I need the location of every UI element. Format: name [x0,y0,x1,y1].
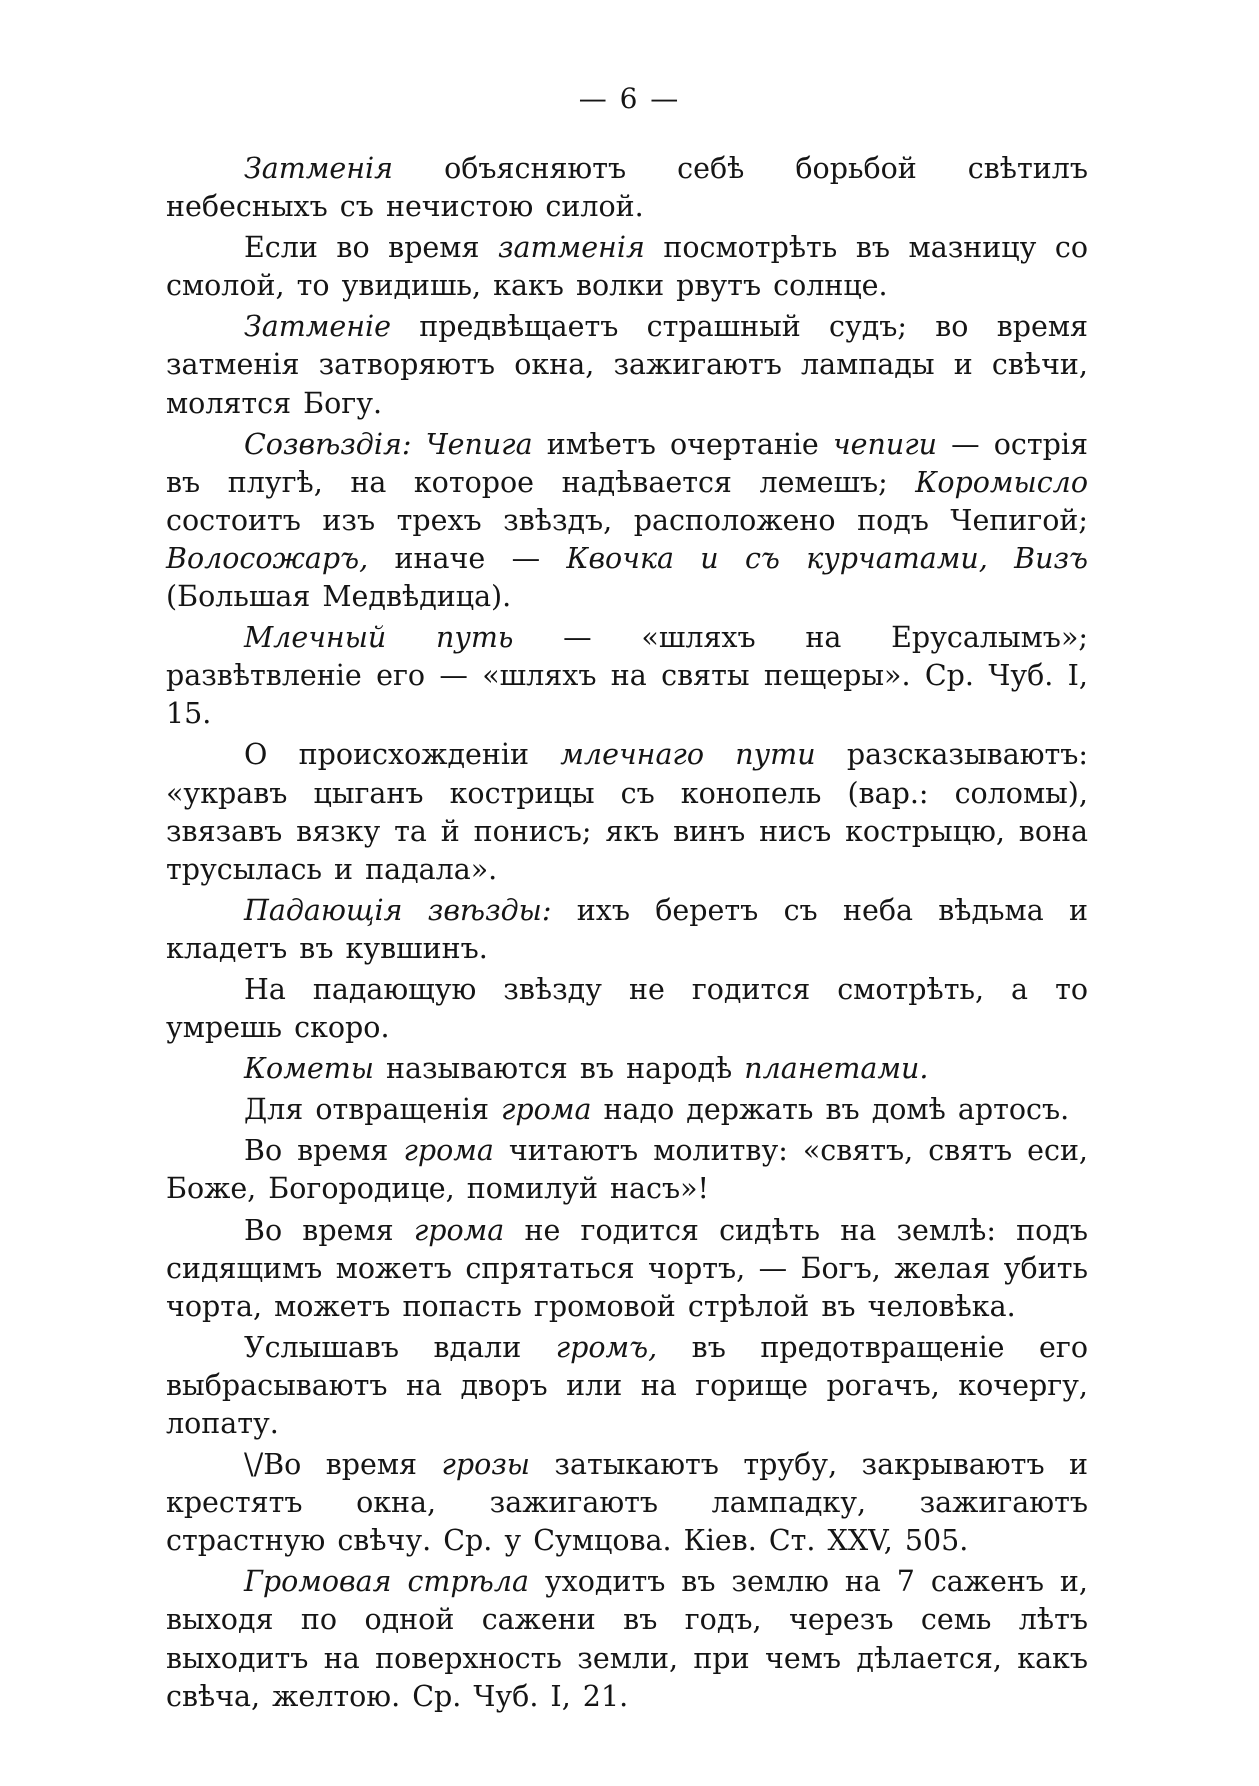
italic-term: Громовая стрѣла [244,1565,529,1599]
text-run: иначе — [368,541,567,575]
italic-term: грозы [441,1448,531,1482]
text-run: объясняютъ себѣ борьбой свѣтилъ небесныхъ съ нечистою силой. [166,152,1088,224]
paragraph [166,308,1088,422]
paragraph [166,1132,1088,1208]
text-run: Если во время [244,231,498,265]
paragraph [166,971,1088,1047]
paragraph [166,1329,1088,1443]
italic-term: Квочка и съ курчатами, Визъ [566,541,1088,575]
text-run: ихъ беретъ съ неба вѣдьма и кладетъ въ кувшинъ. [166,893,1089,965]
text-run: (Большая Медвѣдица). [166,580,512,614]
italic-term: грома [403,1134,494,1168]
text-run: Для отвращенія [244,1093,502,1127]
text-run: посмотрѣть въ мазницу со смолой, то увидишь, какъ волки рвутъ солнце. [166,231,1088,303]
text-run: предвѣщаетъ страшный судъ; во время затменія затворяютъ окна, зажигаютъ лампады и свѣчи, молятся Богу. [166,310,1088,420]
paragraph [166,736,1088,888]
paragraph [166,1212,1088,1326]
text-run: имѣетъ очертаніе [532,427,833,461]
text-run: затыкаютъ трубу, закрываютъ и крестятъ окна, зажигаютъ лампадку, зажигаютъ страстную свѣчу. Ср. у Сумцова. Кіев. Ст. XXV, 505. [166,1448,1088,1558]
italic-term: громъ, [555,1330,658,1364]
text-run: въ предотвращеніе его выбрасываютъ на дворъ или на горище рогачъ, кочергу, лопату. [166,1330,1088,1440]
text-run: называются въ народѣ [373,1052,745,1086]
italic-term: Затменія [244,152,394,185]
italic-term: Коромысло [915,465,1088,499]
italic-term: Волосожаръ, [166,541,369,575]
text-run: Во время [244,1134,404,1168]
italic-term: Млечный путь [244,621,514,655]
body-text [166,150,1088,1716]
text-run: уходитъ въ землю на 7 саженъ и, выходя по одной сажени въ годъ, черезъ семь лѣтъ выходитъ на поверхность земли, при чемъ дѣлается, какъ свѣча, желтою. Ср. Чуб. I, 21. [166,1565,1088,1713]
text-run: надо держать въ домѣ артосъ. [591,1093,1070,1127]
paragraph [166,229,1088,305]
italic-term: грома [501,1093,592,1127]
text-run: О происхожденіи [244,738,561,772]
italic-term: Падающія звѣзды: [244,893,552,927]
paragraph [166,1091,1088,1129]
italic-term: млечнаго пути [560,738,816,772]
paragraph [166,892,1088,968]
text-run: На падающую звѣзду не годится смотрѣть, а то умрешь скоро. [166,972,1088,1045]
italic-term: затменія [498,231,645,265]
italic-term: Кометы [244,1052,374,1086]
text-run: состоитъ изъ трехъ звѣздъ, расположено подъ Чепигой; [166,503,1088,537]
text-run: Во время [244,1213,414,1247]
paragraph [166,1050,1088,1088]
italic-term: Затменіе [244,310,392,344]
text-run: читаютъ молитву: «святъ, святъ еси, Боже, Богородице, помилуй насъ»! [166,1134,1088,1206]
text-run: Услышавъ вдали [244,1330,556,1364]
text-run: не годится сидѣть на землѣ: подъ сидящимъ можетъ спрятаться чортъ, — Богъ, желая убить чорта, можетъ попасть громовой стрѣлой въ человѣка. [166,1213,1088,1323]
italic-term: планетами. [744,1052,929,1086]
paragraph [166,150,1088,226]
paragraph [166,619,1088,733]
text-run: — «шляхъ на Ерусалымъ»; развѣтвленіе его — «шляхъ на святы пещеры». Ср. Чуб. I, 15. [166,621,1088,731]
italic-term: чепиги [832,427,938,461]
text-run: разсказываютъ: «укравъ цыганъ кострицы съ конопель (вар.: соломы), звязавъ вязку та й понисъ; якъ винъ нисъ кострыцю, вона трусылась и падала». [166,738,1089,886]
italic-term: грома [413,1213,505,1247]
page-number: — 6 — [578,82,681,115]
text-run: \/Во время [244,1448,442,1482]
paragraph [166,1446,1088,1560]
text-run: — острія въ плугѣ, на которое надѣвается лемешъ; [166,427,1089,499]
paragraph [166,426,1088,616]
paragraph [166,1563,1088,1715]
italic-term: Созвѣздія: Чепига [244,427,533,461]
